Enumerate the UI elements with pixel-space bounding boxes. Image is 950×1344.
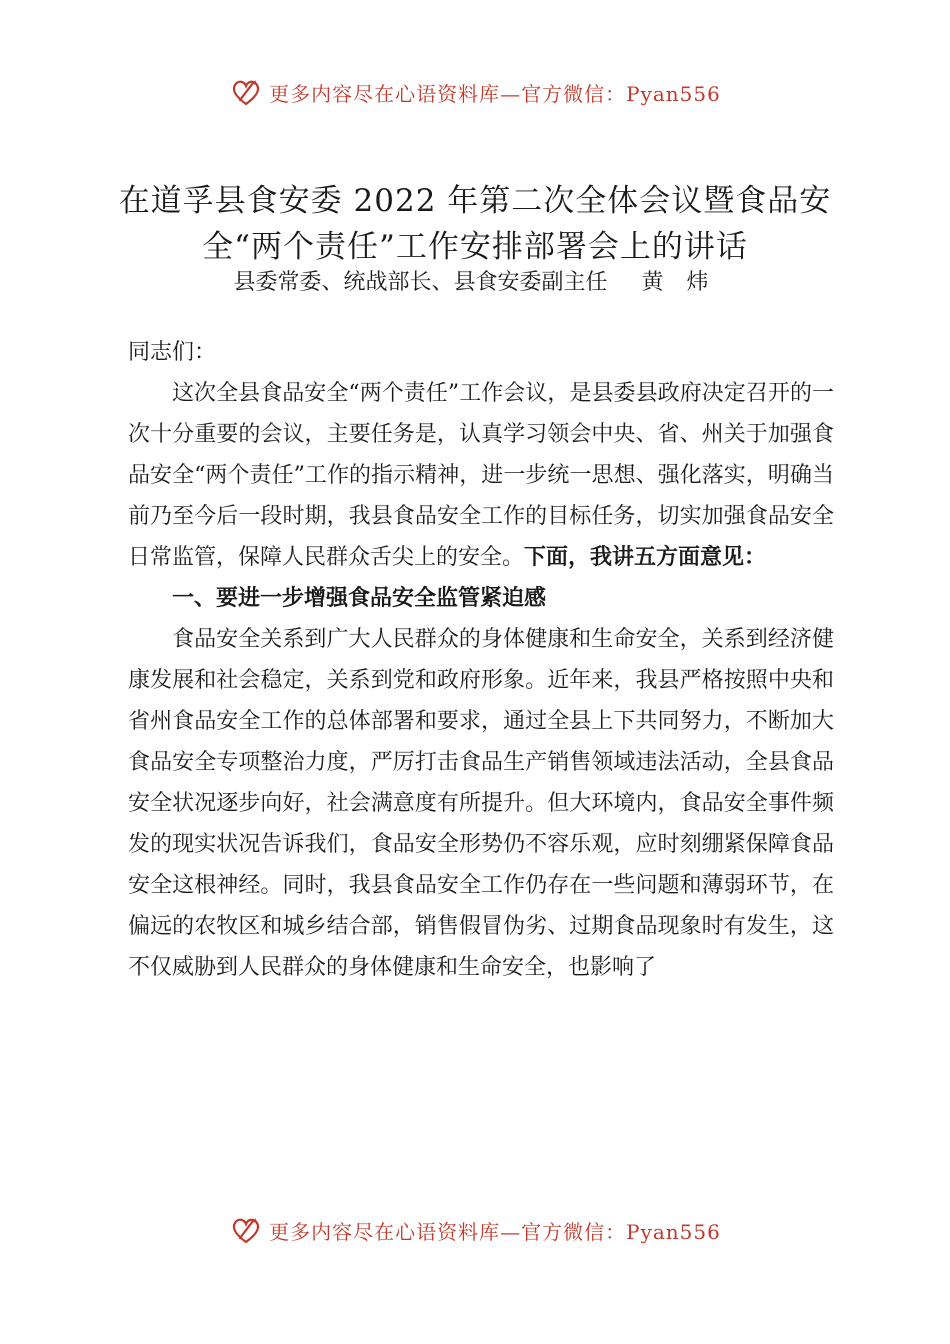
document-title: 在道孚县食安委 2022 年第二次全体会议暨食品安全“两个责任”工作安排部署会上的讲话 <box>118 183 832 265</box>
speaker-position: 县委常委、统战部长、县食安委副主任 <box>233 270 608 295</box>
quill-heart-logo-icon <box>229 75 263 109</box>
watermark-text: 更多内容尽在心语资料库—官方微信：Pyan556 <box>269 1219 721 1244</box>
watermark-banner-top <box>0 72 950 112</box>
speaker-name: 黄 炜 <box>641 270 717 295</box>
greeting: 同志们： <box>128 340 217 365</box>
intro-emphasis: 下面，我讲五方面意见： <box>524 545 767 570</box>
quill-heart-logo-icon <box>229 1213 263 1247</box>
section-1-paragraph: 食品安全关系到广大人民群众的身体健康和生命安全，关系到经济健康发展和社会稳定，关系到党和政府形象。近年来，我县严格按照中央和省州食品安全工作的总体部署和要求，通过全县上下共同努力，不断加大食品安全专项整治力度，严厉打击食品生产销售领域违法活动，全县食品安全状况逐步向好，社会满意度有所提升。但大环境内，食品安全事件频发的现实状况告诉我们，食品安全形势仍不容乐观，应时刻绷紧保障食品安全这根神经。同时，我县食品安全工作仍存在一些问题和薄弱环节，在偏远的农牧区和城乡结合部，销售假冒伪劣、过期食品现象时有发生，这不仅威胁到人民群众的身体健康和生命安全，也影响了 <box>128 627 834 980</box>
section-heading-1: 一、要进一步增强食品安全监管紧迫感 <box>172 586 547 611</box>
byline <box>110 266 840 300</box>
watermark-text: 更多内容尽在心语资料库—官方微信：Pyan556 <box>269 81 721 106</box>
watermark-banner-bottom <box>0 1210 950 1250</box>
document-body <box>128 332 834 988</box>
intro-paragraph <box>128 373 834 578</box>
intro-text: 这次全县食品安全“两个责任”工作会议，是县委县政府决定召开的一次十分重要的会议，主要任务是，认真学习领会中央、省、州关于加强食品安全“两个责任”工作的指示精神，进一步统一思想、强化落实，明确当前乃至今后一段时期，我县食品安全工作的目标任务，切实加强食品安全日常监管，保障人民群众舌尖上的安全。 <box>128 381 834 570</box>
